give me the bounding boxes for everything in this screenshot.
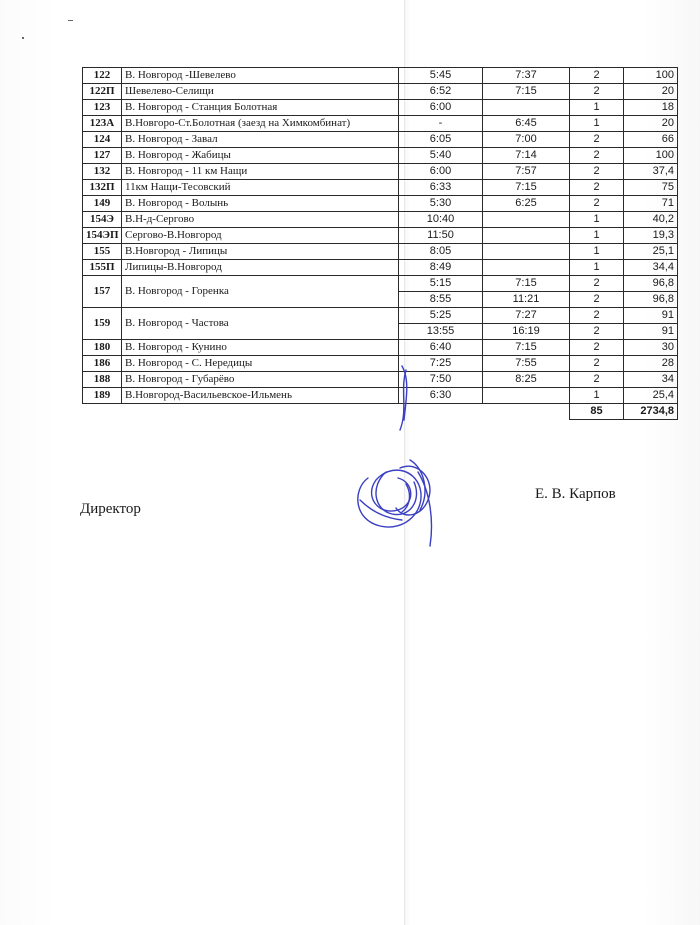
route-distance: 100 [624,68,678,84]
table-row [83,260,678,276]
trip-count: 2 [570,372,624,388]
departure-time-1: 13:55 [399,324,483,340]
trip-count: 2 [570,84,624,100]
departure-time-2: 7:27 [483,308,570,324]
table-row [83,212,678,228]
route-name: В.Н-д-Сергово [122,212,399,228]
route-name: В. Новгород - Завал [122,132,399,148]
route-number: 122 [83,68,122,84]
trip-count: 1 [570,228,624,244]
departure-time-2: 7:37 [483,68,570,84]
departure-time-1: 10:40 [399,212,483,228]
trip-count: 1 [570,388,624,404]
departure-time-1: 6:33 [399,180,483,196]
route-distance: 71 [624,196,678,212]
empty-cell [483,404,570,420]
table-row [83,164,678,180]
trip-count: 1 [570,244,624,260]
route-distance: 25,1 [624,244,678,260]
table-row [83,84,678,100]
trip-count: 2 [570,292,624,308]
departure-time-2: 16:19 [483,324,570,340]
route-number: 186 [83,356,122,372]
route-number: 188 [83,372,122,388]
departure-time-2: 7:15 [483,340,570,356]
departure-time-2: 7:57 [483,164,570,180]
departure-time-1: 5:30 [399,196,483,212]
route-number: 157 [83,276,122,308]
route-distance: 96,8 [624,292,678,308]
route-distance: 30 [624,340,678,356]
route-number: 154ЭП [83,228,122,244]
route-number: 122П [83,84,122,100]
route-distance: 91 [624,324,678,340]
route-name: В. Новгород - Жабицы [122,148,399,164]
departure-time-1: 5:25 [399,308,483,324]
departure-time-1: 8:05 [399,244,483,260]
table-row [83,276,678,292]
departure-time-1: 5:40 [399,148,483,164]
total-distance: 2734,8 [624,404,678,420]
route-number: 127 [83,148,122,164]
route-number: 159 [83,308,122,340]
route-number: 149 [83,196,122,212]
trip-count: 2 [570,356,624,372]
empty-cell [83,404,122,420]
route-name: В. Новгород - Кунино [122,340,399,356]
route-distance: 40,2 [624,212,678,228]
route-name: В. Новгород -Шевелево [122,68,399,84]
departure-time-2 [483,212,570,228]
director-title: Директор [80,501,141,517]
route-name: В. Новгород - Волынь [122,196,399,212]
table-row [83,132,678,148]
route-distance: 100 [624,148,678,164]
trip-count: 1 [570,100,624,116]
trip-count: 2 [570,340,624,356]
trip-count: 2 [570,324,624,340]
departure-time-1: - [399,116,483,132]
table-row [83,68,678,84]
route-distance: 25,4 [624,388,678,404]
table-row [83,116,678,132]
trip-count: 2 [570,196,624,212]
departure-time-2: 8:25 [483,372,570,388]
departure-time-1: 6:30 [399,388,483,404]
route-number: 124 [83,132,122,148]
departure-time-1: 7:50 [399,372,483,388]
departure-time-2: 6:25 [483,196,570,212]
departure-time-2: 6:45 [483,116,570,132]
handwritten-signature [340,360,450,550]
route-distance: 28 [624,356,678,372]
departure-time-2 [483,260,570,276]
departure-time-2 [483,228,570,244]
trip-count: 1 [570,260,624,276]
route-name: Сергово-В.Новгород [122,228,399,244]
departure-time-1: 7:25 [399,356,483,372]
route-distance: 37,4 [624,164,678,180]
trip-count: 1 [570,116,624,132]
trip-count: 1 [570,212,624,228]
scan-speck [68,20,73,21]
route-name: Шевелево-Селищи [122,84,399,100]
route-name: В. Новгород - Горенка [122,276,399,308]
departure-time-2 [483,244,570,260]
trip-count: 2 [570,276,624,292]
route-distance: 20 [624,116,678,132]
departure-time-2: 7:14 [483,148,570,164]
route-name: В. Новгород - Губарёво [122,372,399,388]
route-distance: 34,4 [624,260,678,276]
route-name: 11км Нащи-Тесовский [122,180,399,196]
route-distance: 18 [624,100,678,116]
table-row [83,196,678,212]
route-number: 154Э [83,212,122,228]
route-name: Липицы-В.Новгород [122,260,399,276]
departure-time-2: 7:15 [483,84,570,100]
trip-count: 2 [570,308,624,324]
departure-time-2: 7:00 [483,132,570,148]
route-name: В. Новгород - С. Нередицы [122,356,399,372]
trip-count: 2 [570,164,624,180]
route-distance: 20 [624,84,678,100]
departure-time-1: 6:05 [399,132,483,148]
route-distance: 96,8 [624,276,678,292]
route-distance: 91 [624,308,678,324]
trip-count: 2 [570,132,624,148]
route-name: В. Новгород - 11 км Нащи [122,164,399,180]
route-number: 155 [83,244,122,260]
departure-time-1: 6:40 [399,340,483,356]
route-name: В.Новгород-Васильевское-Ильмень [122,388,399,404]
trip-count: 2 [570,180,624,196]
table-row [83,308,678,324]
departure-time-2 [483,388,570,404]
departure-time-1: 6:00 [399,100,483,116]
departure-time-2: 11:21 [483,292,570,308]
departure-time-1: 5:15 [399,276,483,292]
route-distance: 19,3 [624,228,678,244]
route-name: В.Новгород - Липицы [122,244,399,260]
route-name: В. Новгород - Частова [122,308,399,340]
departure-time-1: 6:00 [399,164,483,180]
route-number: 155П [83,260,122,276]
route-number: 123А [83,116,122,132]
total-trip-count: 85 [570,404,624,420]
route-number: 189 [83,388,122,404]
table-row [83,244,678,260]
route-name: В.Новгоро-Ст.Болотная (заезд на Химкомбинат) [122,116,399,132]
table-row [83,340,678,356]
route-name: В. Новгород - Станция Болотная [122,100,399,116]
route-distance: 34 [624,372,678,388]
departure-time-2: 7:15 [483,276,570,292]
scan-speck [22,37,24,39]
departure-time-1: 8:55 [399,292,483,308]
departure-time-2: 7:55 [483,356,570,372]
table-row [83,228,678,244]
departure-time-2 [483,100,570,116]
departure-time-1: 11:50 [399,228,483,244]
route-number: 132П [83,180,122,196]
departure-time-1: 8:49 [399,260,483,276]
table-row [83,148,678,164]
director-name: Е. В. Карпов [535,486,616,502]
table-row [83,100,678,116]
route-distance: 66 [624,132,678,148]
route-number: 123 [83,100,122,116]
trip-count: 2 [570,148,624,164]
departure-time-2: 7:15 [483,180,570,196]
trip-count: 2 [570,68,624,84]
route-number: 180 [83,340,122,356]
route-number: 132 [83,164,122,180]
departure-time-1: 5:45 [399,68,483,84]
route-distance: 75 [624,180,678,196]
departure-time-1: 6:52 [399,84,483,100]
table-row [83,180,678,196]
